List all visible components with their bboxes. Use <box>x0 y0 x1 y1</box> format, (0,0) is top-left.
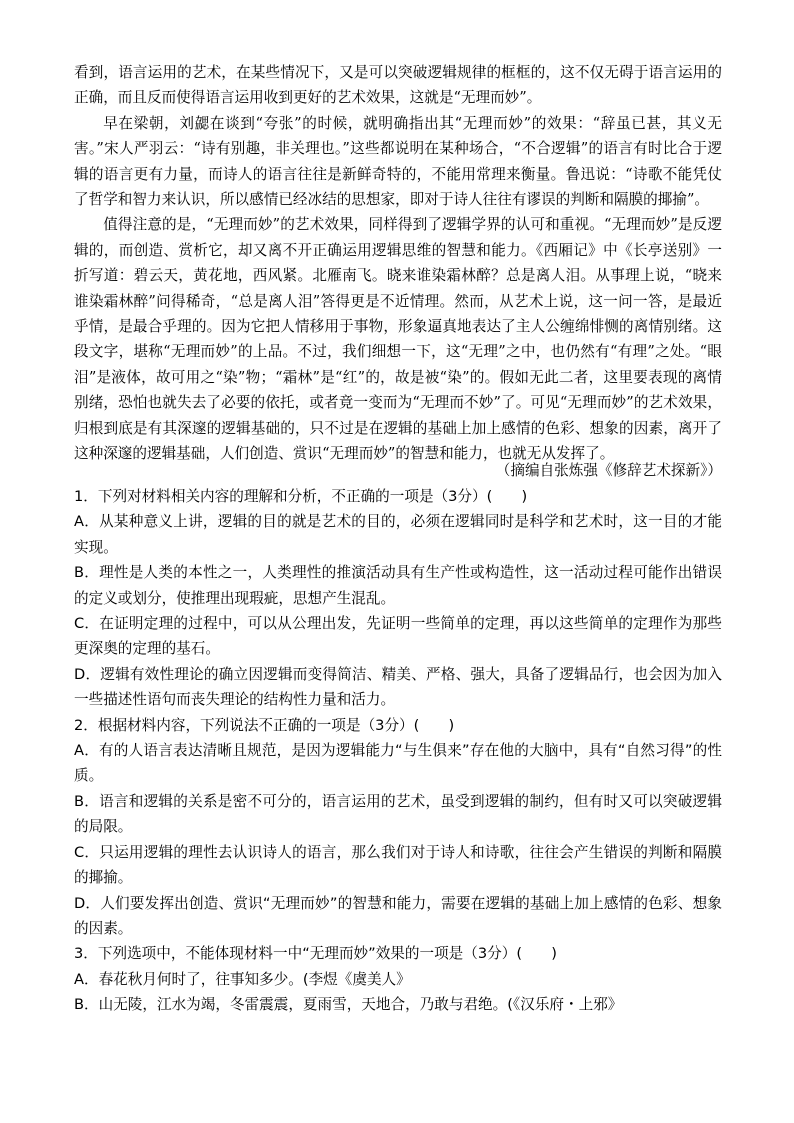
reading-passage <box>74 60 722 467</box>
passage-paragraph: 早在梁朝，刘勰在谈到“夸张”的时候，就明确指出其“无理而妙”的效果：“辞虽已甚，其义无害。”宋人严羽云：“诗有别趣，非关理也。”这些都说明在某种场合，“不合逻辑”的语言有时比合于逻辑的语言更有力量，而诗人的语言往往是新鲜奇特的，不能用常理来衡量。鲁迅说：“诗歌不能凭仗了哲学和智力来认识，所以感情已经冰结的思想家，即对于诗人往往有谬误的判断和隔膜的揶揄”。 <box>74 114 722 209</box>
question-option: B．山无陵，江水为竭，冬雷震震，夏雨雪，天地合，乃敢与君绝。(《汉乐府・上邪》 <box>74 996 623 1014</box>
question-option: B．理性是人类的本性之一，人类理性的推演活动具有生产性或构造性，这一活动过程可能作出错误的定义或划分，使推理出现瑕疵，思想产生混乱。 <box>74 564 722 607</box>
question-list <box>74 484 722 1018</box>
question-stem: 2．根据材料内容，下列说法不正确的一项是（3分）( ) <box>74 716 455 734</box>
question-stem: 3．下列选项中，不能体现材料一中“无理而妙”效果的一项是（3分）( ) <box>74 945 557 963</box>
question-option: A．从某种意义上讲，逻辑的目的就是艺术的目的，必须在逻辑同时是科学和艺术时，这一目的才能实现。 <box>74 513 722 556</box>
passage-paragraph: 值得注意的是，“无理而妙”的艺术效果，同样得到了逻辑学界的认可和重视。“无理而妙”是反逻辑的，而创造、赏析它，却又离不开正确运用逻辑思维的智慧和能力。《西厢记》中《长亭送别》一折写道：碧云天，黄花地，西风紧。北雁南飞。晓来谁染霜林醉？总是离人泪。从事理上说，“晓来谁染霜林醉”问得稀奇，“总是离人泪”答得更是不近情理。然而，从艺术上说，这一问一答，是最近乎情，是最合乎理的。因为它把人情移用于事物，形象逼真地表达了主人公缠绵悱恻的离情别绪。这段文字，堪称“无理而妙”的上品。不过，我们细想一下，这“无理”之中，也仍然有“有理”之处。“眼泪”是液体，故可用之“染”物；“霜林”是“红”的，故是被“染”的。假如无此二者，这里要表现的离情别绪，恐怕也就失去了必要的依托，或者竟一变而为“无理而不妙”了。可见“无理而妙”的艺术效果，归根到底是有其深邃的逻辑基础的，只不过是在逻辑的基础上加上感情的色彩、想象的因素，离开了这种深邃的逻辑基础，人们创造、赏识“无理而妙”的智慧和能力，也就无从发挥了。 <box>74 216 722 463</box>
passage-paragraph: 看到，语言运用的艺术，在某些情况下，又是可以突破逻辑规律的框框的，这不仅无碍于语言运用的正确，而且反而使得语言运用收到更好的艺术效果，这就是“无理而妙”。 <box>74 64 722 107</box>
question-option: B．语言和逻辑的关系是密不可分的，语言运用的艺术，虽受到逻辑的制约，但有时又可以突破逻辑的局限。 <box>74 792 722 836</box>
question-option: D．逻辑有效性理论的确立因逻辑而变得简洁、精美、严格、强大，具备了逻辑品行，也会因为加入一些描述性语句而丧失理论的结构性力量和活力。 <box>74 665 722 709</box>
question-option: C．只运用逻辑的理性去认识诗人的语言，那么我们对于诗人和诗歌，往往会产生错误的判断和隔膜的揶揄。 <box>74 843 722 887</box>
question-option: D．人们要发挥出创造、赏识“无理而妙”的智慧和能力，需要在逻辑的基础上加上感情的色彩、想象的因素。 <box>74 894 722 937</box>
passage-source: （摘编自张炼强《修辞艺术探新》） <box>495 462 722 479</box>
question-option: A．春花秋月何时了，往事知多少。(李煜《虞美人》 <box>74 970 411 988</box>
question-stem: 1．下列对材料相关内容的理解和分析，不正确的一项是（3分）( ) <box>74 488 528 505</box>
question-option: C．在证明定理的过程中，可以从公理出发，先证明一些简单的定理，再以这些简单的定理作为那些更深奥的定理的基石。 <box>74 615 722 658</box>
question-option: A．有的人语言表达清晰且规范，是因为逻辑能力“与生俱来”存在他的大脑中，具有“自然习得”的性质。 <box>74 742 722 785</box>
